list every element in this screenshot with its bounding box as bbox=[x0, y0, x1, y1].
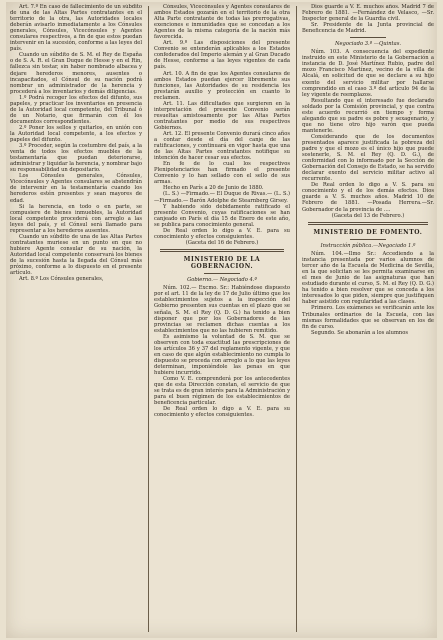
paragraph: Art. 12. El presente Convenio durará cinco años a contar desde el día del canje de las ratificaciones, y continuará en vigor hasta que una de las Altas Partes contratantes notifique su intención de hacer cesar sus efectos. bbox=[154, 130, 290, 162]
title-rule bbox=[204, 273, 240, 274]
paragraph: Si la herencia, en todo o en parte, se compusiere de bienes inmuebles, la Autoridad local competente procederá con arreglo a las leyes del país, y el Cónsul será llamado para representar a los herederos ausentes. bbox=[10, 203, 142, 234]
section-subtitle: Instrucción pública.—Negociado 1.º bbox=[320, 242, 416, 249]
paragraph: Primero. Los exámenes se verificarán ante los Tribunales ordinarios de la Escuela, con las mismas formalidades que se observan en los de fin de curso. bbox=[302, 305, 434, 330]
paragraph: Núm. 104.—Ilmo Sr.: Accediendo a la instancia presentada por varios alumnos de tercer año de la Escuela de Medicina de Sevilla, en la que solicitan se les permita examinarse en el mes de Junio de las asignaturas que han estudiado durante el curso, S. M. el Rey (Q. D. G.) ha tenido a bien resolver que se conceda a los interesados lo que piden, siempre que justifiquen haber asistido con regularidad a las clases. bbox=[302, 251, 434, 306]
paragraph: Y habiendo sido debidamente ratificado el presente Convenio, cuyas ratificaciones se han canjeado en París el día 15 de Enero de este año, se publica para conocimiento general. bbox=[154, 203, 290, 228]
paragraph: Art. 7.º En caso de fallecimiento de un súbdito de una de las Altas Partes contratantes en el territorio de la otra, las Autoridades locales deberán avisarlo inmediatamente a los Cónsules generales, Cónsules, Vicecónsules y Agentes consulares respectivos, a fin de que estos puedan intervenir en la sucesión, conforme a las leyes del país. bbox=[10, 4, 142, 53]
paragraph: Cuando un súbdito de S. M. el Rey de España o de S. A. R. el Gran Duque de Hesse y en el Rin, fallezca sin testar, sin haber nombrado albacea y dejare herederos menores, ausentes o incapacitados, el Cónsul de su nación podrá nombrar un administrador de la herencia y procederá a los inventarios y demás diligencias. bbox=[10, 52, 142, 95]
paragraph: Cuando un súbdito de una de las Altas Partes contratantes muriese en un punto en que no hubiere Agente consular de su nación, la Autoridad local competente conservará los bienes de la sucesión hasta la llegada del Cónsul más próximo, conforme a lo dispuesto en el presente artículo. bbox=[10, 233, 142, 277]
column-divider-right bbox=[296, 6, 297, 632]
paragraph: De Real orden lo digo a V. S. para su conocimiento y el de los demás efectos. Dios guarde a V. S. muchos años. Madrid 10 de Febrero de 1881. —Posada Herrera.—Sr. Gobernador de la provincia de .... bbox=[302, 182, 434, 213]
paragraph: Dios guarde a V. E. muchos años. Madrid 7 de Febrero de 1881. —Fernández de Velasco, —Sr. Inspector general de la Guardia civil. bbox=[302, 4, 434, 23]
paragraph: Cónsules, Vicecónsules y Agentes consulares de ambos Estados gozarán en el territorio de la otra Alta Parte contratante de todas las prerrogativas, exenciones e inmunidades que se concedan a los Agentes de la misma categoría de la nación más favorecida. bbox=[154, 4, 290, 41]
section-separator bbox=[308, 222, 428, 225]
paragraph: Art. 9.º Las disposiciones del presente Convenio se entenderán aplicables a los Estados confederados del Imperio alemán y al Gran Ducado de Hesse, conforme a las leyes vigentes de cada país. bbox=[154, 40, 290, 71]
paragraph: Es asimismo la voluntad de S. M. que se observen con toda exactitud las prescripciones de los artículos 36 y 37 del reglamento vigente, y que en caso de que algún establecimiento no cumpla lo dispuesto se proceda con arreglo a lo que las leyes determinan, imponiéndole las penas en que hubiere incurrido. bbox=[154, 333, 290, 376]
paragraph: Sr. Presidente de la Junta provincial de Beneficencia de Madrid. bbox=[302, 22, 434, 35]
paragraph: Art. 11. Las dificultades que surgieren en la interpretación del presente Convenio serán resueltas amistosamente por las Altas Partes contratantes por medio de sus respectivos Gobiernos. bbox=[154, 100, 290, 131]
paragraph: De Real orden lo digo a V. E. para su conocimiento y efectos consiguientes. bbox=[154, 406, 290, 419]
paragraph: 1.º Podrá recoger los efectos del difunto, sus papeles, y practicar los inventarios en presencia de la Autoridad local competente, del Tribunal ó de un Notario, que firmarán con él los documentos correspondientes. bbox=[10, 94, 142, 125]
gazette-page bbox=[6, 2, 437, 638]
paragraph: Hecho en París a 20 de Junio de 1880. bbox=[163, 185, 264, 192]
column-left bbox=[10, 4, 142, 634]
paragraph: Núm. 103. A consecuencia del expediente instruido en este Ministerio de la Gobernación a instancia de D. José Martínez Rubio, padre del mozo Francisco Martínez, vecino de la villa de Alcalá, en solicitud de que se declare a su hijo exento del servicio militar por hallarse comprendido en el caso 3.º del artículo 94 de la ley vigente de reemplazos. bbox=[302, 49, 434, 98]
source-note: (Gaceta del 16 de Febrero.) bbox=[185, 239, 259, 246]
paragraph: Segundo. Se abonarán a los alumnos bbox=[311, 329, 409, 336]
section-subtitle: Gobierno.— Negociado 4.º bbox=[187, 277, 257, 284]
paragraph: 2.º Poner los sellos y quitarlos, en unión con la Autoridad local competente, a los efectos y papeles del difunto. bbox=[10, 124, 142, 144]
paragraph: En fe de lo cual los respectivos Plenipotenciarios han firmado el presente Convenio y lo han sellado con el sello de sus armas. bbox=[154, 161, 290, 186]
paragraph: Art. 10. A fin de que los Agentes consulares de ambos Estados puedan ejercer libremente sus funciones, las Autoridades de su residencia les prestarán auxilio y protección en cuanto lo reclamen. bbox=[154, 70, 290, 101]
paragraph: Resultando que el interesado fue declarado soldado por la Comisión provincial, y que contra este acuerdo recurrió en tiempo y forma alegando que su padre es pobre y sexagenario, y que no tiene otro hijo varón que pueda mantenerle. bbox=[302, 97, 434, 134]
paragraph: Considerando que de los documentos presentados aparece justificada la pobreza del padre y que el mozo es el único hijo que puede sostenerle, S. M. el Rey (Q. D. G.), de conformidad con lo informado por la Sección de Gobernación del Consejo de Estado, se ha servido declarar exento del servicio militar activo al recurrente. bbox=[302, 133, 434, 183]
paragraph: De Real orden lo digo a V. E. para su conocimiento y efectos consiguientes. bbox=[154, 227, 290, 240]
signatures: (L. S.) —Firmado.— El Duque de Rivas.— (L. S.) —Firmado.— Barón Adolphe de Stearnberg Girsey. bbox=[154, 191, 290, 204]
separator-rule bbox=[350, 37, 386, 38]
paragraph: Los Cónsules generales, Cónsules, Vicecónsules y Agentes consulares se abstendrán de intervenir en la testamentaría cuando los herederos estén presentes y sean mayores de edad. bbox=[10, 173, 142, 204]
column-right bbox=[302, 4, 434, 634]
subsection-title: Negociado 3.º —Quintas. bbox=[334, 41, 402, 48]
section-separator bbox=[160, 249, 284, 252]
source-note: (Gaceta del 13 de Febrero.) bbox=[331, 212, 405, 219]
paragraph: Núm. 102.— Excmo. Sr.: Habiéndose dispuesto por el art. 11 de la ley de 17 de Julio último que los establecimientos sujetos a la inspección del Gobierno presenten sus cuentas en el plazo que se señala, S. M. el Rey (Q. D. G.) ha tenido a bien disponer que por los Gobernadores de las provincias se reclamen dichas cuentas a los establecimientos que no las hubieren remitido. bbox=[154, 285, 290, 334]
column-divider-left bbox=[148, 6, 149, 632]
section-title: MINISTERIO DE LA GOBERNACION. bbox=[183, 256, 261, 271]
title-rule bbox=[350, 239, 386, 240]
paragraph: 3.º Proceder, según la costumbre del país, a la venta de todos los efectos muebles de la testamentaría que puedan deteriorarse, administrar y liquidar la herencia, y nombrar bajo su responsabilidad un depositario. bbox=[10, 143, 142, 174]
paragraph: Como V. E. comprenderá por los antecedentes que de esta Dirección constan, el servicio de que se trata es de gran interés para la Administración y para el buen régimen de los establecimientos de beneficencia particular. bbox=[154, 376, 290, 407]
column-middle bbox=[154, 4, 290, 634]
section-title: MINISTERIO DE FOMENTO. bbox=[313, 228, 423, 236]
paragraph: Art. 8.º Los Cónsules generales, bbox=[19, 276, 104, 283]
